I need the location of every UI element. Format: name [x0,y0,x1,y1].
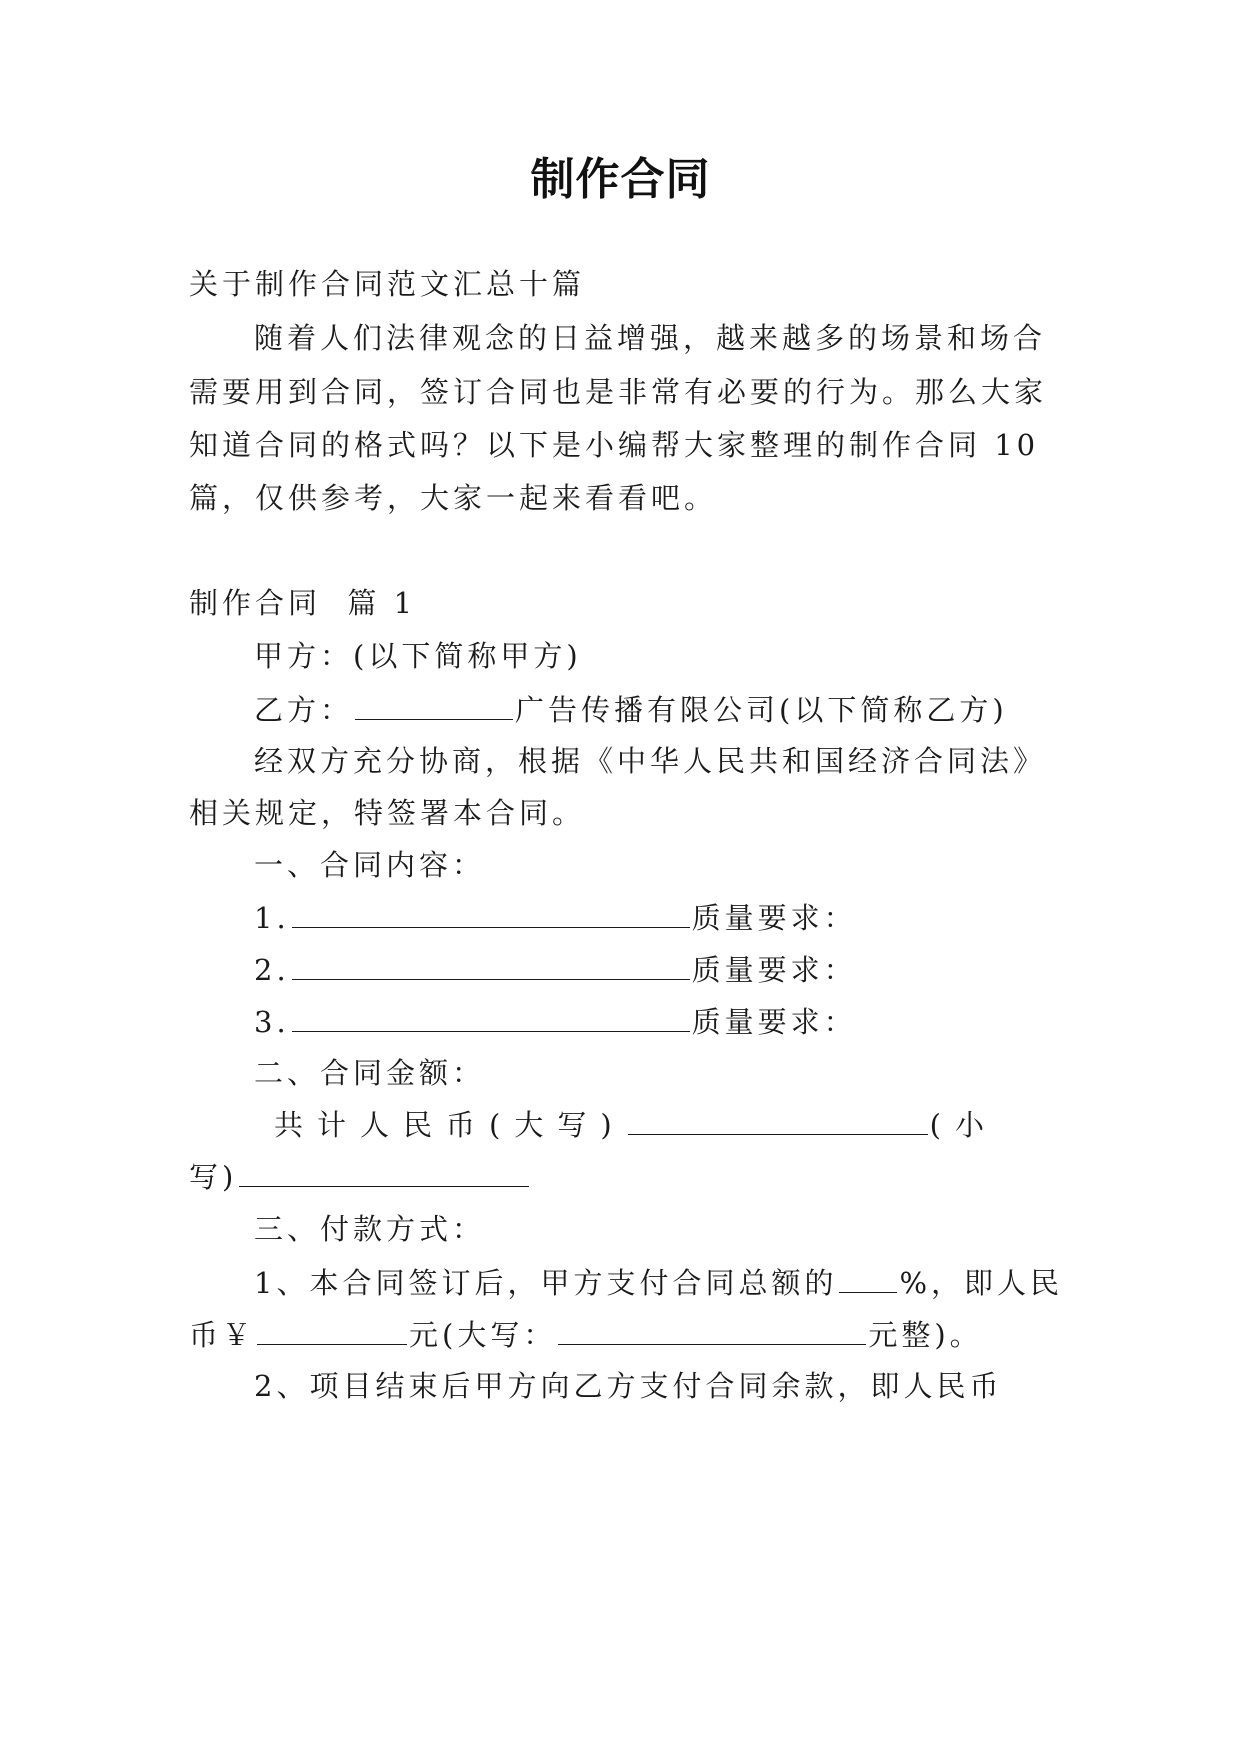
content-item [254,949,1049,990]
party-a-line: 甲方：(以下简称甲方) [254,639,582,673]
content-item-label: 质量要求： [691,1005,857,1039]
payment-heading: 三、付款方式： [254,1212,486,1246]
intro-line-1: 随着人们法律观念的日益增强，越来越多的场景和场合 [254,321,1047,355]
payment-1b-prefix: 币￥ [189,1318,256,1352]
party-b-suffix: 广告传播有限公司(以下简称乙方) [515,693,1008,727]
payment-amount-blank [257,1314,407,1345]
content-item [254,897,1049,938]
amount-line-prefix: 共计人民币(大写) [274,1108,626,1142]
amount-line-suffix: (小 [929,1108,998,1142]
content-item-number: 3. [254,1005,290,1039]
section-heading: 制作合同 篇 1 [189,586,417,620]
content-item-blank [292,897,690,928]
payment-1-prefix: 1、本合同签订后，甲方支付合同总额的 [254,1266,838,1300]
content-item-blank [292,949,690,980]
amount-uppercase-blank [628,1104,928,1135]
payment-line-1b [189,1314,1049,1355]
payment-1b-mid: 元(大写： [409,1318,557,1352]
payment-uppercase-blank [558,1314,866,1345]
payment-line-2: 2、项目结束后甲方向乙方支付合同余款，即人民币 [254,1369,1003,1403]
payment-line-1 [254,1262,1064,1303]
document-subtitle: 关于制作合同范文汇总十篇 [189,267,586,301]
content-item-label: 质量要求： [691,901,857,935]
intro-line-4: 篇，仅供参考，大家一起来看看吧。 [189,481,718,515]
content-item-blank [292,1001,690,1032]
amount-line2-prefix: 写) [189,1160,238,1194]
content-heading: 一、合同内容： [254,848,486,882]
payment-1-suffix: %，即人民 [899,1266,1064,1300]
amount-lowercase-blank [239,1156,529,1187]
party-b-line [254,689,1049,730]
payment-percent-blank [839,1262,897,1293]
preamble-line-2: 相关规定，特签署本合同。 [189,796,586,830]
intro-line-2: 需要用到合同，签订合同也是非常有必要的行为。那么大家 [189,375,1048,409]
party-b-label: 乙方： [254,693,354,727]
content-item-number: 2. [254,953,290,987]
document-title: 制作合同 [530,154,711,205]
amount-line-1 [274,1104,1049,1145]
payment-1b-suffix: 元整)。 [868,1318,983,1352]
content-item-label: 质量要求： [691,953,857,987]
content-item-number: 1. [254,901,290,935]
intro-line-3: 知道合同的格式吗？以下是小编帮大家整理的制作合同 10 [189,428,1040,462]
party-b-blank [355,689,513,720]
amount-heading: 二、合同金额： [254,1056,486,1090]
amount-line-2 [189,1156,1049,1197]
content-item [254,1001,1049,1042]
preamble-line-1: 经双方充分协商，根据《中华人民共和国经济合同法》 [254,744,1047,778]
